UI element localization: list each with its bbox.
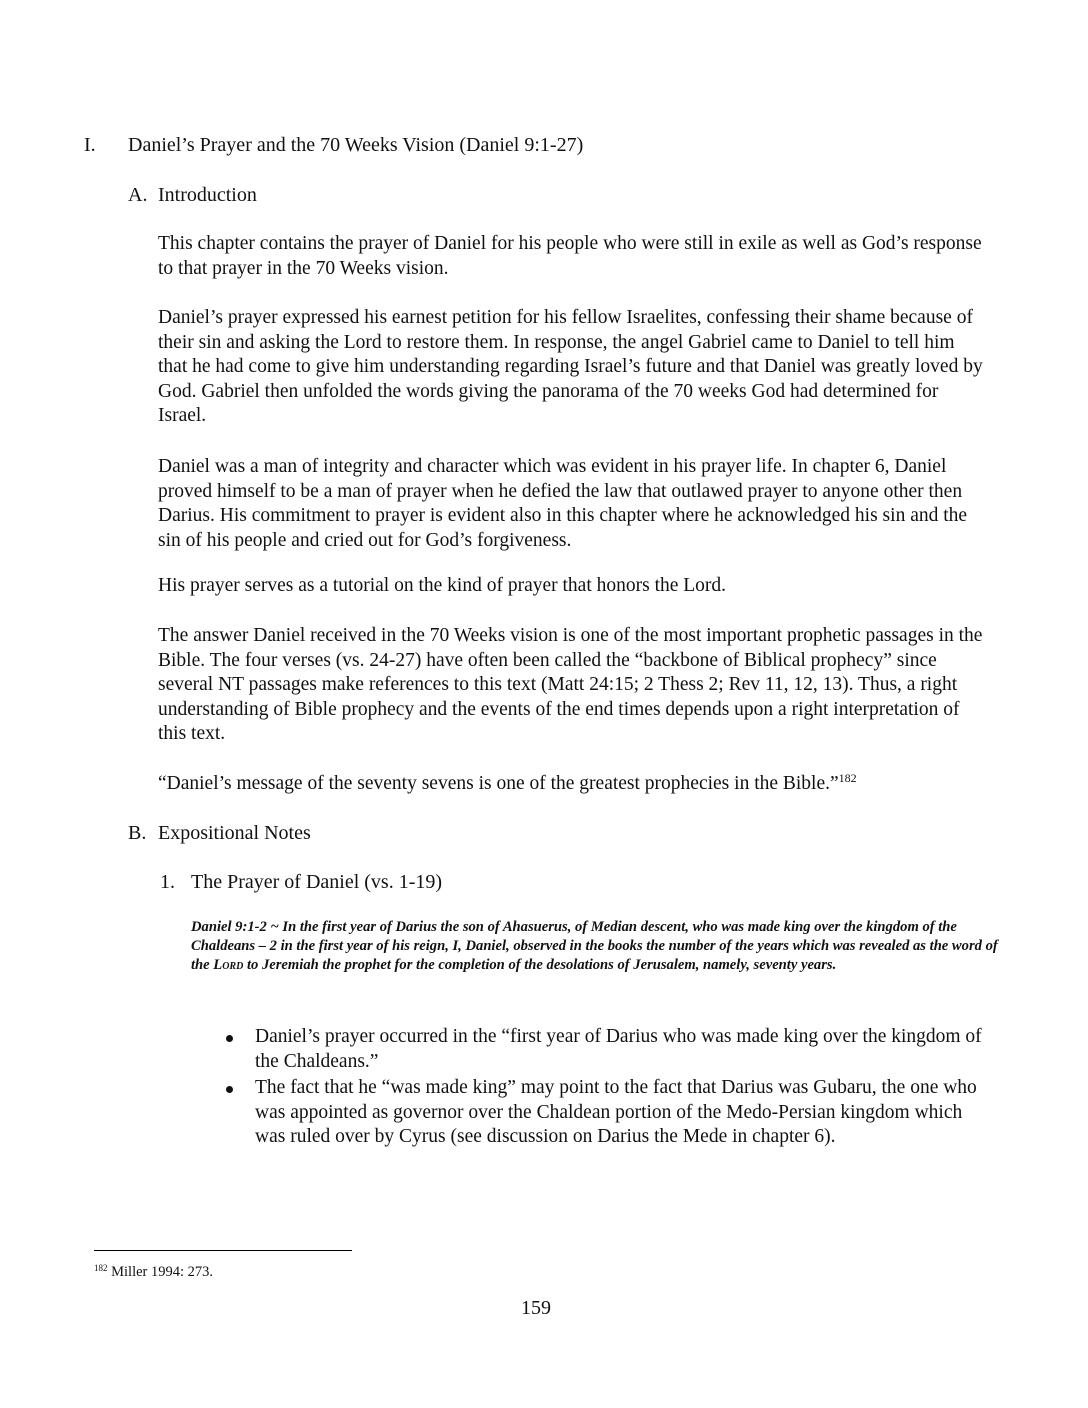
bullet-text: Daniel’s prayer occurred in the “first year of Darius who was made king over the kingdom of the Chaldeans.” — [255, 1026, 982, 1072]
page-number: 159 — [521, 1297, 551, 1319]
footnote-divider — [94, 1250, 352, 1251]
intro-paragraph-3: Daniel was a man of integrity and character which was evident in his prayer life. In chapter 6, Daniel proved himself to be a man of prayer when he defied the law that outlawed prayer to anyone other then Darius. His commitment to prayer is evident also in this chapter where he acknowledged his sin and the sin of his people and cried out for God’s forgiveness. — [158, 456, 968, 551]
scripture-quote — [191, 918, 1011, 975]
subsection-b-title: Expositional Notes — [158, 822, 311, 844]
footnote-ref[interactable]: 182 — [838, 771, 857, 785]
section-numeral: I. — [84, 134, 96, 156]
list-item — [255, 1076, 995, 1150]
scripture-lord: Lord — [213, 957, 244, 973]
intro-paragraph-5: The answer Daniel received in the 70 Weeks vision is one of the most important prophetic passages in the Bible. The four verses (vs. 24-27) have often been called the “backbone of Biblical prophecy” since several NT passages make references to this text (Matt 24:15; 2 Thess 2; Rev 11, 12, 13). Thus, a right understanding of Bible prophecy and the events of the end times depends upon a right interpretation of this text. — [158, 625, 983, 745]
intro-quote — [158, 772, 988, 797]
intro-paragraph-1: This chapter contains the prayer of Daniel for his people who were still in exile as well as God’s response to that prayer in the 70 Weeks vision. — [158, 233, 982, 279]
subsection-a-label: A. — [128, 184, 148, 206]
subsubsection-1-title: The Prayer of Daniel (vs. 1-19) — [191, 871, 443, 893]
footnote — [94, 1263, 213, 1281]
subsection-a-title: Introduction — [158, 184, 257, 206]
bullet-list — [255, 1025, 995, 1152]
scripture-text-2: to Jeremiah the prophet for the completion of the desolations of Jerusalem, namely, seventy years. — [243, 957, 837, 973]
footnote-number: 182 — [94, 1263, 108, 1273]
bullet-icon — [226, 1086, 233, 1093]
subsubsection-1-label: 1. — [160, 871, 175, 893]
section-title: Daniel’s Prayer and the 70 Weeks Vision (Daniel 9:1-27) — [128, 134, 584, 156]
subsection-b-label: B. — [128, 822, 147, 844]
bullet-text: The fact that he “was made king” may point to the fact that Darius was Gubaru, the one who was appointed as governor over the Chaldean portion of the Medo-Persian kingdom which was ruled over by Cyrus (see discussion on Darius the Mede in chapter 6). — [255, 1077, 977, 1148]
footnote-text: Miller 1994: 273. — [107, 1264, 214, 1280]
intro-paragraph-2: Daniel’s prayer expressed his earnest petition for his fellow Israelites, confessing their shame because of their sin and asking the Lord to restore them. In response, the angel Gabriel came to Daniel to tell him that he had come to give him understanding regarding Israel’s future and that Daniel was greatly loved by God. Gabriel then unfolded the words giving the panorama of the 70 weeks God had determined for Israel. — [158, 307, 983, 427]
intro-paragraph-4: His prayer serves as a tutorial on the kind of prayer that honors the Lord. — [158, 575, 727, 596]
intro-quote-text: “Daniel’s message of the seventy sevens is one of the greatest prophecies in the Bible.” — [158, 773, 839, 794]
list-item — [255, 1025, 995, 1074]
bullet-icon — [226, 1035, 233, 1042]
scripture-text-1: Daniel 9:1-2 ~ In the first year of Darius the son of Ahasuerus, of Median descent, who was made king over the kingdom of the Chaldeans – 2 in the first year of his reign, I, Daniel, observed in the books the number of the years which was revealed as the word of the — [191, 919, 998, 973]
